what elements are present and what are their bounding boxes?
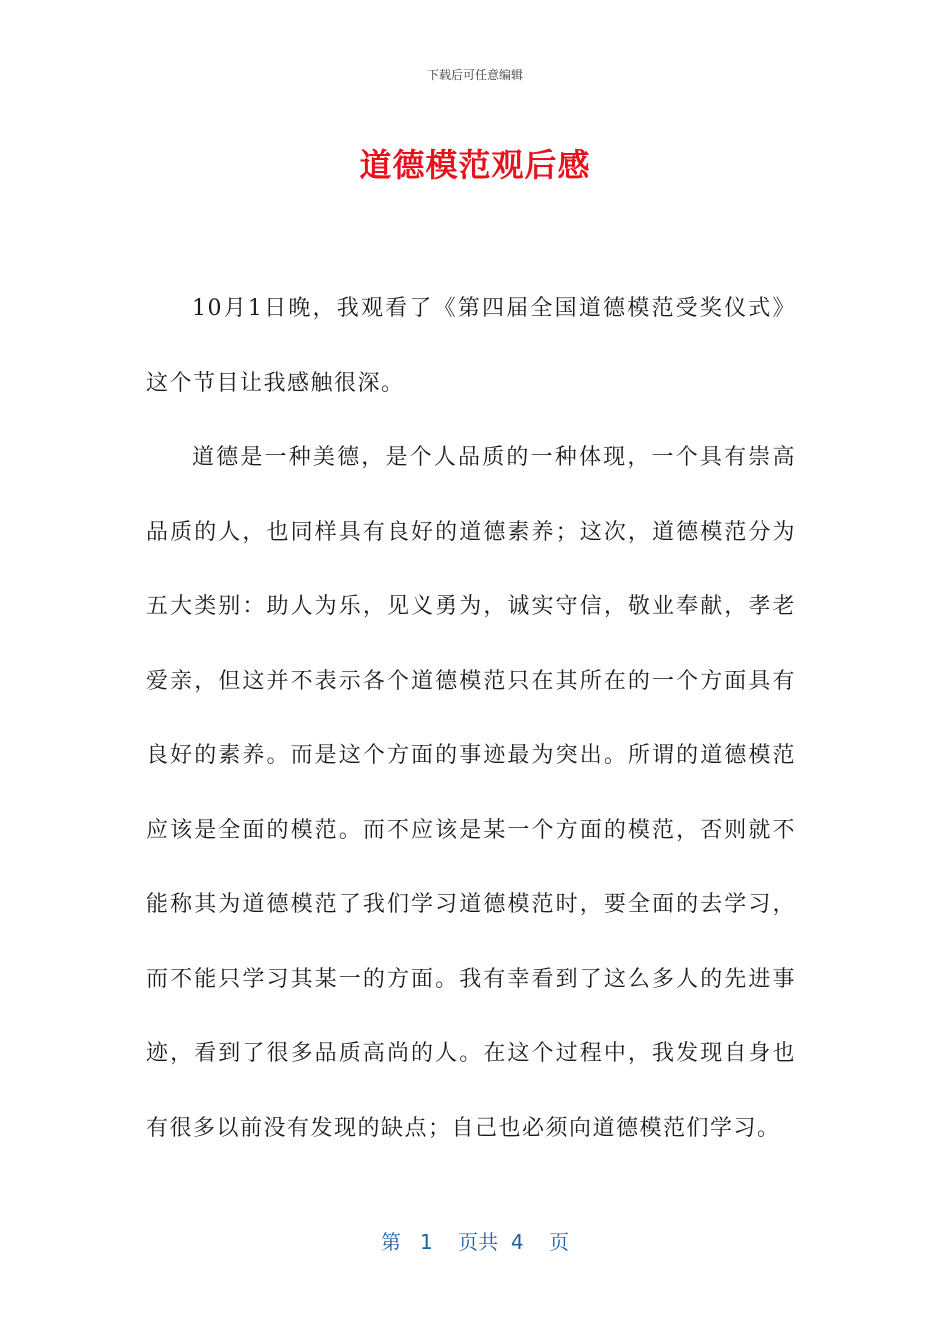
footer-prefix: 第 bbox=[380, 1230, 401, 1254]
total-pages-number: 4 bbox=[510, 1230, 524, 1254]
document-title: 道德模范观后感 bbox=[359, 146, 591, 184]
footer-suffix: 页 bbox=[549, 1230, 570, 1254]
document-body bbox=[146, 272, 796, 1166]
paragraph-1: 10月1日晚，我观看了《第四届全国道德模范受奖仪式》这个节目让我感触很深。 bbox=[146, 296, 796, 396]
current-page-number: 1 bbox=[420, 1230, 433, 1254]
paragraph-2: 道德是一种美德，是个人品质的一种体现，一个具有崇高品质的人，也同样具有良好的道德素养；这次，道德模范分为五大类别：助人为乐，见义勇为，诚实守信，敬业奉献，孝老爱亲，但这并不表示各个道德模范只在其所在的一个方面具有良好的素养。而是这个方面的事迹最为突出。所谓的道德模范应该是全面的模范。而不应该是某一个方面的模范，否则就不能称其为道德模范了我们学习道德模范时，要全面的去学习，而不能只学习其某一的方面。我有幸看到了这么多人的先进事迹，看到了很多品质高尚的人。在这个过程中，我发现自身也有很多以前没有发现的缺点；自己也必须向道德模范们学习。 bbox=[146, 445, 796, 1141]
page-footer bbox=[0, 1226, 950, 1255]
header-note: 下载后可任意编辑 bbox=[426, 68, 523, 82]
footer-mid: 页共 bbox=[458, 1230, 499, 1254]
